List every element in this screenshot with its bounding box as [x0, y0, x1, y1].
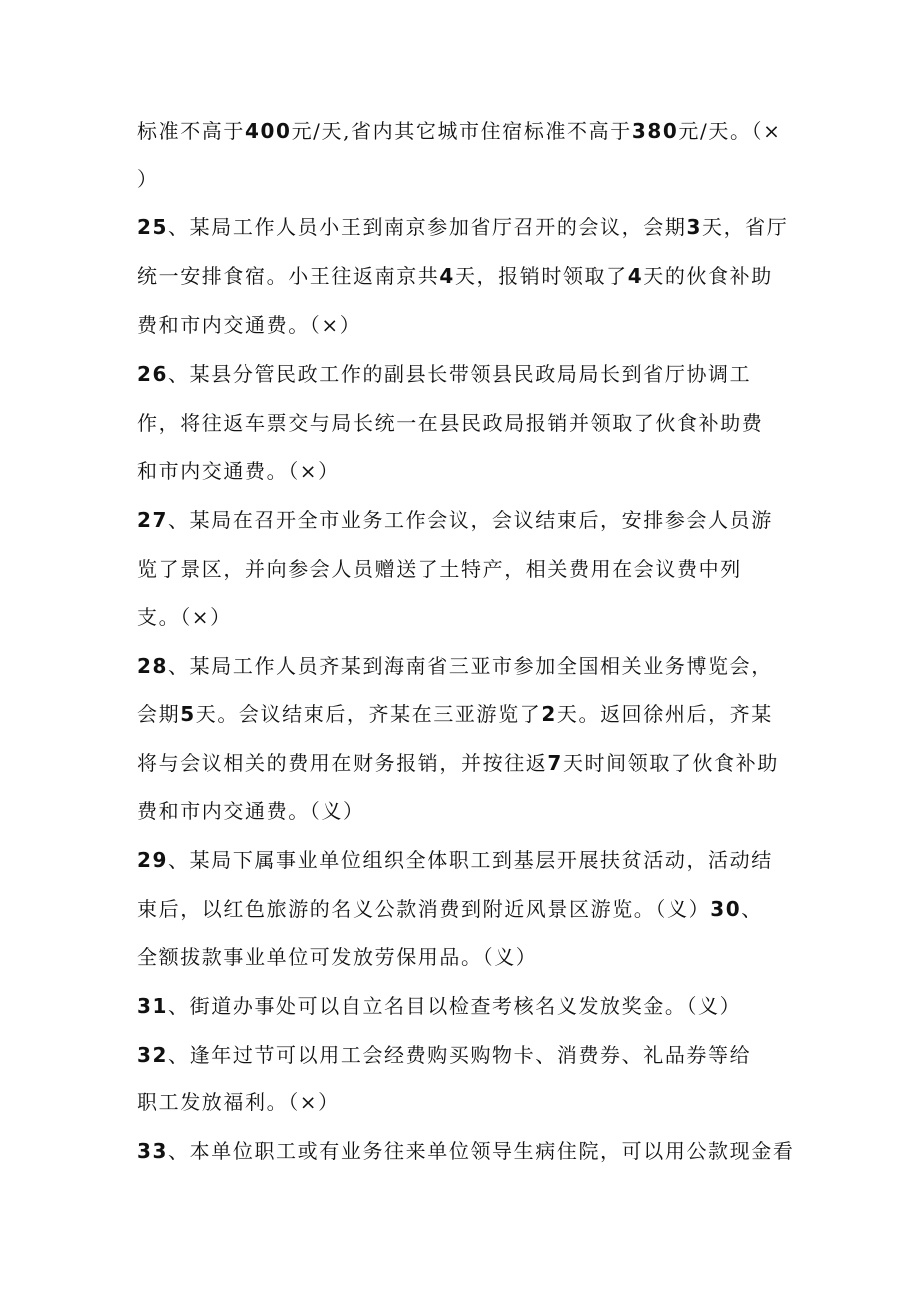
- text-line: 29、某局下属事业单位组织全体职工到基层开展扶贫活动，活动结: [137, 848, 773, 872]
- text-line: 25、某局工作人员小王到南京参加省厅召开的会议，会期3天，省厅: [137, 215, 789, 239]
- text-line: 费和市内交通费。（×）: [137, 313, 362, 337]
- text-line: 全额拔款事业单位可发放劳保用品。（义）: [137, 945, 538, 969]
- text-line: 27、某局在召开全市业务工作会议，会议结束后，安排参会人员游: [137, 508, 773, 532]
- text-line: 束后，以红色旅游的名义公款消费到附近风景区游览。（义）30、: [137, 897, 763, 921]
- text-line: 32、逢年过节可以用工会经费购买购物卡、消费券、礼品券等给: [137, 1043, 752, 1067]
- text-line: 统一安排食宿。小王往返南京共4天，报销时领取了4天的伙食补助: [137, 264, 773, 288]
- text-line: 会期5天。会议结束后，齐某在三亚游览了2天。返回徐州后，齐某: [137, 702, 773, 726]
- text-line: 31、街道办事处可以自立名目以检查考核名义发放奖金。（义）: [137, 994, 742, 1018]
- text-line: 标准不高于400元/天,省内其它城市住宿标准不高于380元/天。（×: [137, 119, 782, 143]
- text-line: 支。（×）: [137, 605, 232, 629]
- text-line: 将与会议相关的费用在财务报销，并按往返7天时间领取了伙食补助: [137, 751, 779, 775]
- text-line: 作，将往返车票交与局长统一在县民政局报销并领取了伙食补助费: [137, 411, 764, 435]
- text-line: 28、某局工作人员齐某到海南省三亚市参加全国相关业务博览会，: [137, 654, 773, 678]
- text-line: 览了景区，并向参会人员赠送了土特产，相关费用在会议费中列: [137, 557, 742, 581]
- text-line: 和市内交通费。（×）: [137, 459, 340, 483]
- text-line: 33、本单位职工或有业务往来单位领导生病住院，可以用公款现金看: [137, 1139, 795, 1163]
- text-line: 费和市内交通费。（义）: [137, 799, 365, 823]
- text-line: 26、某县分管民政工作的副县长带领县民政局局长到省厅协调工: [137, 362, 752, 386]
- text-line: 职工发放福利。（×）: [137, 1090, 340, 1114]
- text-line: ）: [137, 167, 159, 191]
